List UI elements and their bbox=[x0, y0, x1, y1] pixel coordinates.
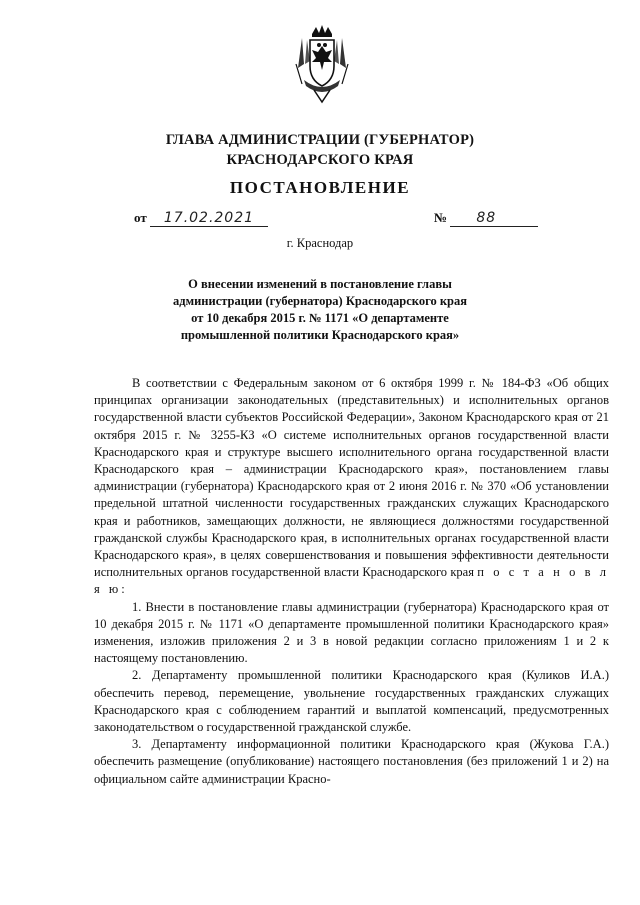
paragraph-2: 2. Департаменту промышленной политики Краснодарского края (Куликов И.А.) обеспечить перевод, перемещение, увольнение государственных гражданских служащих Краснодарского края с соблюдением гарантий и выплатой компенсаций, предусмотренных законодательством о государственной гражданской службе. bbox=[94, 668, 609, 735]
paragraph-1: 1. Внести в постановление главы администрации (губернатора) Краснодарского края от 10 декабря 2015 г. № 1171 «О департаменте промышленной политики Краснодарского края» изменения, изложив приложения 2 и 3 в новой редакции согласно приложениям 1 и 2 к настоящему постановлению. bbox=[94, 599, 609, 666]
issuing-authority bbox=[0, 130, 640, 170]
authority-line-2: КРАСНОДАРСКОГО КРАЯ bbox=[226, 152, 414, 168]
number-prefix: № bbox=[434, 210, 448, 225]
paragraph-3: 3. Департаменту информационной политики Краснодарского края (Жукова Г.А.) обеспечить размещение (опубликование) настоящего постановления (без приложений 1 и 2) на официальном сайте администрации Красно- bbox=[94, 737, 609, 786]
title-line-1: О внесении изменений в постановление главы bbox=[188, 277, 452, 291]
date-value: 17.02.2021 bbox=[150, 210, 268, 227]
document-title bbox=[150, 276, 490, 344]
title-line-4: промышленной политики Краснодарского края» bbox=[180, 328, 460, 342]
resolve-word: п о с т а н о в л я ю: bbox=[94, 565, 610, 597]
authority-line-1: ГЛАВА АДМИНИСТРАЦИИ (ГУБЕРНАТОР) bbox=[165, 132, 475, 148]
city: г. Краснодар bbox=[286, 236, 354, 250]
title-line-3: от 10 декабря 2015 г. № 1171 «О департаменте bbox=[191, 311, 449, 325]
number-value: 88 bbox=[450, 210, 538, 227]
coat-of-arms-icon bbox=[290, 24, 354, 104]
title-line-2: администрации (губернатора) Краснодарского края bbox=[173, 294, 467, 308]
date-prefix: от bbox=[134, 210, 147, 225]
preamble-text: В соответствии с Федеральным законом от 6 октября 1999 г. № 184-ФЗ «Об общих принципах организации законодательных (представительных) и исполнительных органов государственной власти субъектов Российской Федерации», Законом Краснодарского края от 21 октября 2015 г. № 3255-КЗ «О системе исполнительных органов государственной власти Краснодарского края и структуре высшего исполнительного органа государственной власти Краснодарского края – администрации Краснодарского края», постановлением главы администрации (губернатора) Краснодарского края от 2 июня 2016 г. № 370 «Об установлении предельной штатной численности государственных гражданских служащих Краснодарского края и работников, замещающих должности, не являющиеся должностями государственной гражданской службы Краснодарского края, в исполнительных органах государственной власти Краснодарского края», в целях совершенствования и повышения эффективности деятельности исполнительных органов государственной власти Краснодарского края bbox=[94, 376, 609, 580]
number-field bbox=[434, 210, 538, 227]
document-body bbox=[94, 375, 609, 788]
preamble-paragraph bbox=[94, 375, 609, 599]
document-type: ПОСТАНОВЛЕНИЕ bbox=[229, 178, 411, 197]
date-field bbox=[134, 210, 268, 227]
